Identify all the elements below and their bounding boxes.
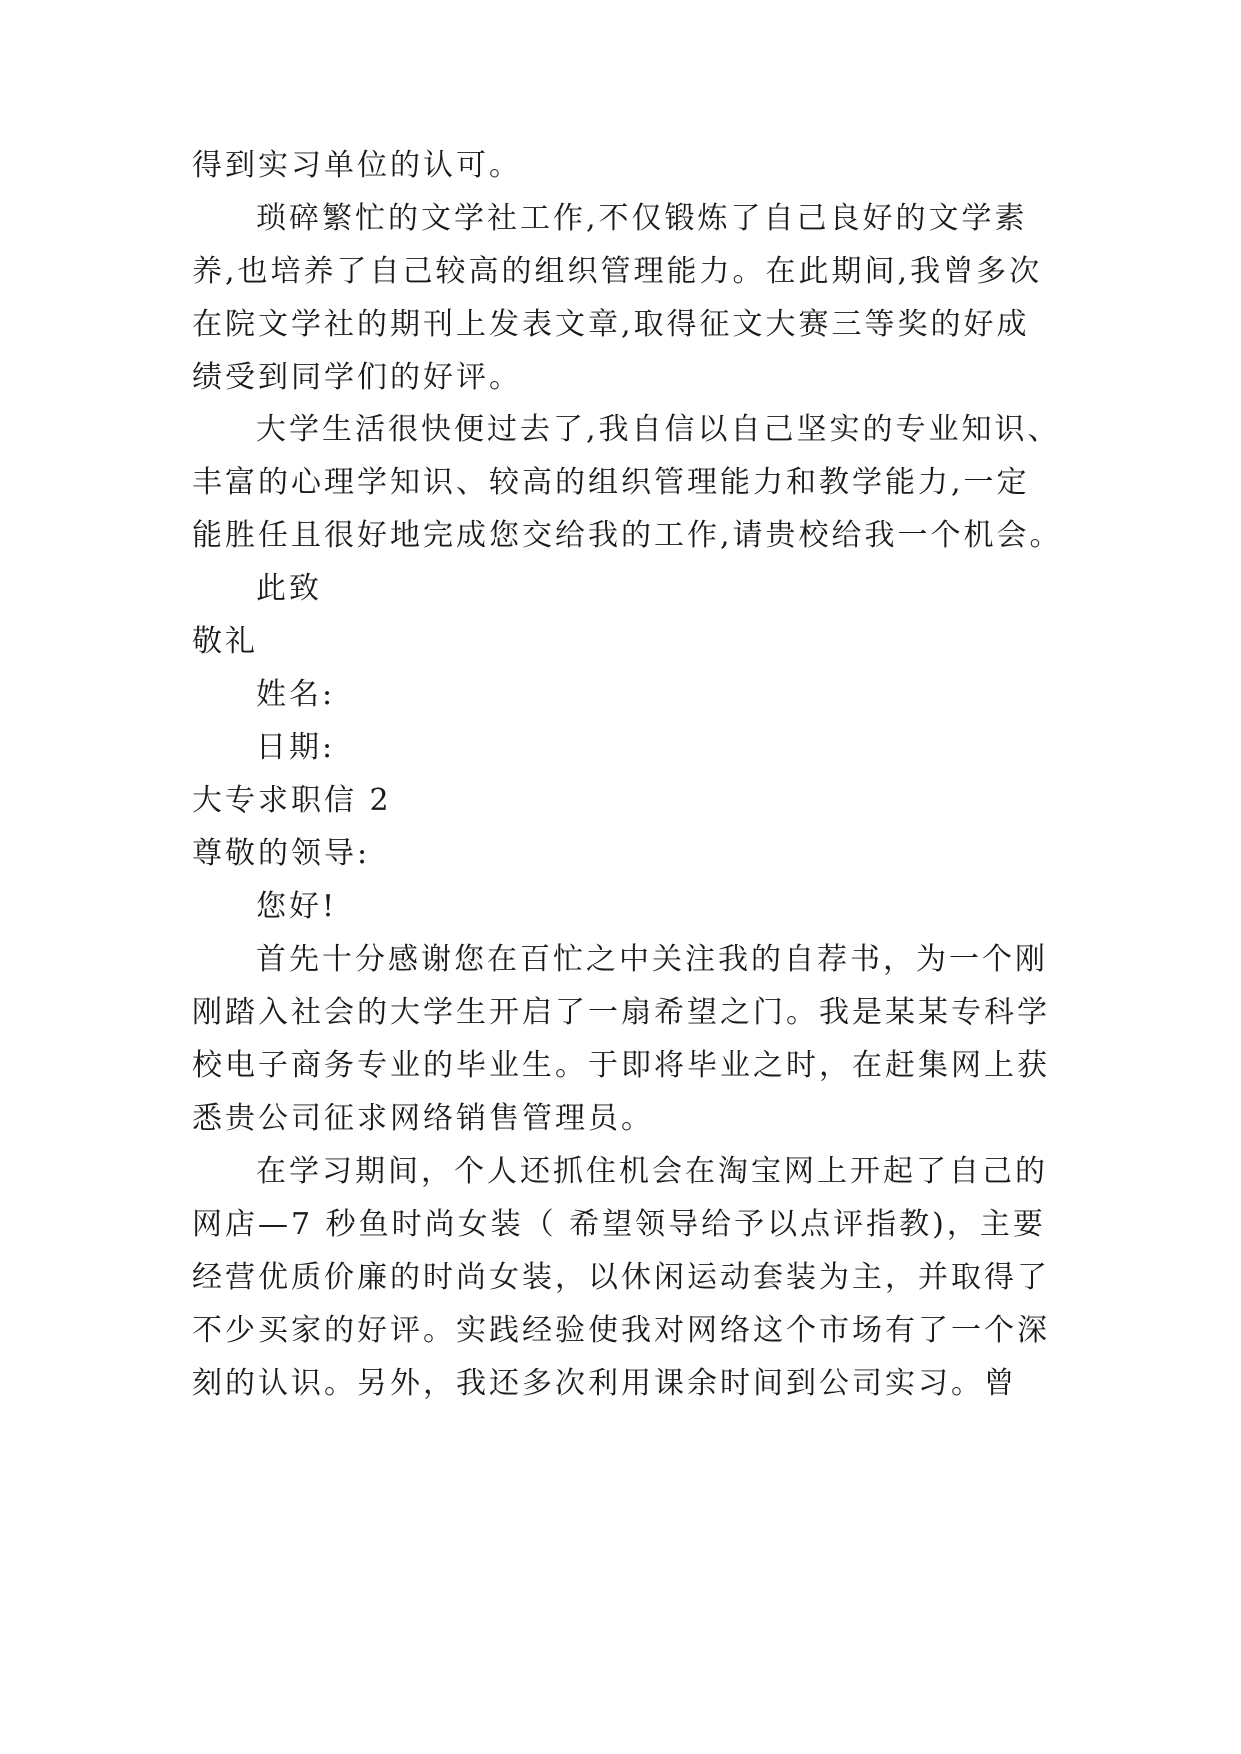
paragraph-line: 在学习期间，个人还抓住机会在淘宝网上开起了自己的 [256,1154,1048,1189]
letter-heading: 大专求职信 2 [192,783,392,818]
paragraph-line: 琐碎繁忙的文学社工作,不仅锻炼了自己良好的文学素 [256,201,1028,236]
paragraph-line: 在院文学社的期刊上发表文章,取得征文大赛三等奖的好成 [192,307,1030,342]
paragraph-line: 首先十分感谢您在百忙之中关注我的自荐书，为一个刚 [256,942,1048,977]
paragraph-line: 大学生活很快便过去了,我自信以自己坚实的专业知识、 [256,412,1061,447]
name-label: 姓名: [256,677,336,712]
greeting-recipient: 尊敬的领导: [192,836,371,871]
greeting: 您好! [256,889,338,924]
paragraph-line: 网店—7 秒鱼时尚女装（ 希望领导给予以点评指教)，主要 [192,1207,1046,1242]
paragraph-line: 能胜任且很好地完成您交给我的工作,请贵校给我一个机会。 [192,518,1063,553]
paragraph-line: 养,也培养了自己较高的组织管理能力。在此期间,我曾多次 [192,254,1043,289]
paragraph-line: 得到实习单位的认可。 [192,148,522,183]
closing-phrase: 此致 [256,571,322,606]
paragraph-line: 悉贵公司征求网络销售管理员。 [192,1101,654,1136]
paragraph-line: 刻的认识。另外，我还多次利用课余时间到公司实习。曾 [192,1366,1017,1401]
paragraph-line: 丰富的心理学知识、较高的组织管理能力和教学能力,一定 [192,465,1030,500]
date-label: 日期: [256,730,336,765]
paragraph-line: 校电子商务专业的毕业生。于即将毕业之时，在赶集网上获 [192,1048,1050,1083]
paragraph-line: 经营优质价廉的时尚女装，以休闲运动套装为主，并取得了 [192,1260,1050,1295]
paragraph-line: 刚踏入社会的大学生开启了一扇希望之门。我是某某专科学 [192,995,1050,1030]
paragraph-line: 不少买家的好评。实践经验使我对网络这个市场有了一个深 [192,1313,1050,1348]
paragraph-line: 绩受到同学们的好评。 [192,360,522,395]
salutation-closing: 敬礼 [192,624,258,659]
